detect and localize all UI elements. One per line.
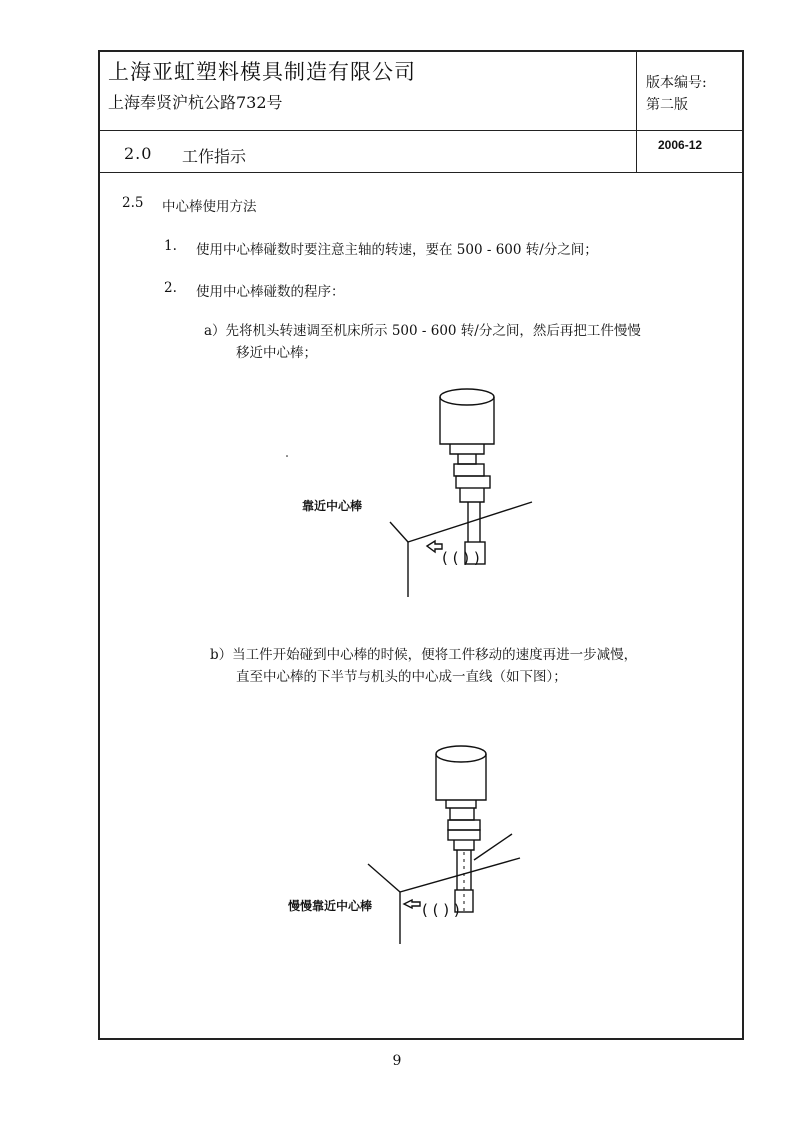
subsection-number: 2.5 xyxy=(122,195,144,211)
figure-2-label: 慢慢靠近中心棒 xyxy=(288,899,373,913)
figure-2-drawing xyxy=(100,52,746,1042)
step-a-line2: 移近中心棒； xyxy=(236,345,317,361)
item-text: 使用中心棒碰数的程序： xyxy=(196,284,345,300)
step-a-line1: a）先将机头转速调至机床所示 500 - 600 转/分之间，然后再把工件慢慢 xyxy=(204,323,641,339)
page-number: 9 xyxy=(392,1053,402,1069)
section-title: 工作指示 xyxy=(182,147,247,166)
version-label: 版本编号: xyxy=(646,75,707,91)
step-b-line1: b）当工件开始碰到中心棒的时候，便将工件移动的速度再进一步减慢， xyxy=(210,647,638,663)
version-value: 第二版 xyxy=(646,97,688,113)
subsection-title: 中心棒使用方法 xyxy=(162,199,257,215)
document-date: 2006-12 xyxy=(658,138,703,152)
section-number: 2.0 xyxy=(124,144,153,163)
figure-1-label: 靠近中心棒 xyxy=(302,499,363,513)
document-frame xyxy=(98,50,744,1040)
item-text: 使用中心棒碰数时要注意主轴的转速，要在 500 - 600 转/分之间； xyxy=(196,242,598,258)
figure-1-rotation-marks: ( ( ) ) xyxy=(442,549,480,567)
item-number: 1. xyxy=(164,238,177,254)
company-address: 上海奉贤沪杭公路732号 xyxy=(108,93,283,112)
figure-2-rotation-marks: ( ( ) ) xyxy=(422,901,460,919)
item-number: 2. xyxy=(164,280,177,296)
step-b-line2: 直至中心棒的下半节与机头的中心成一直线（如下图）； xyxy=(236,669,567,685)
company-name: 上海亚虹塑料模具制造有限公司 xyxy=(108,60,416,84)
